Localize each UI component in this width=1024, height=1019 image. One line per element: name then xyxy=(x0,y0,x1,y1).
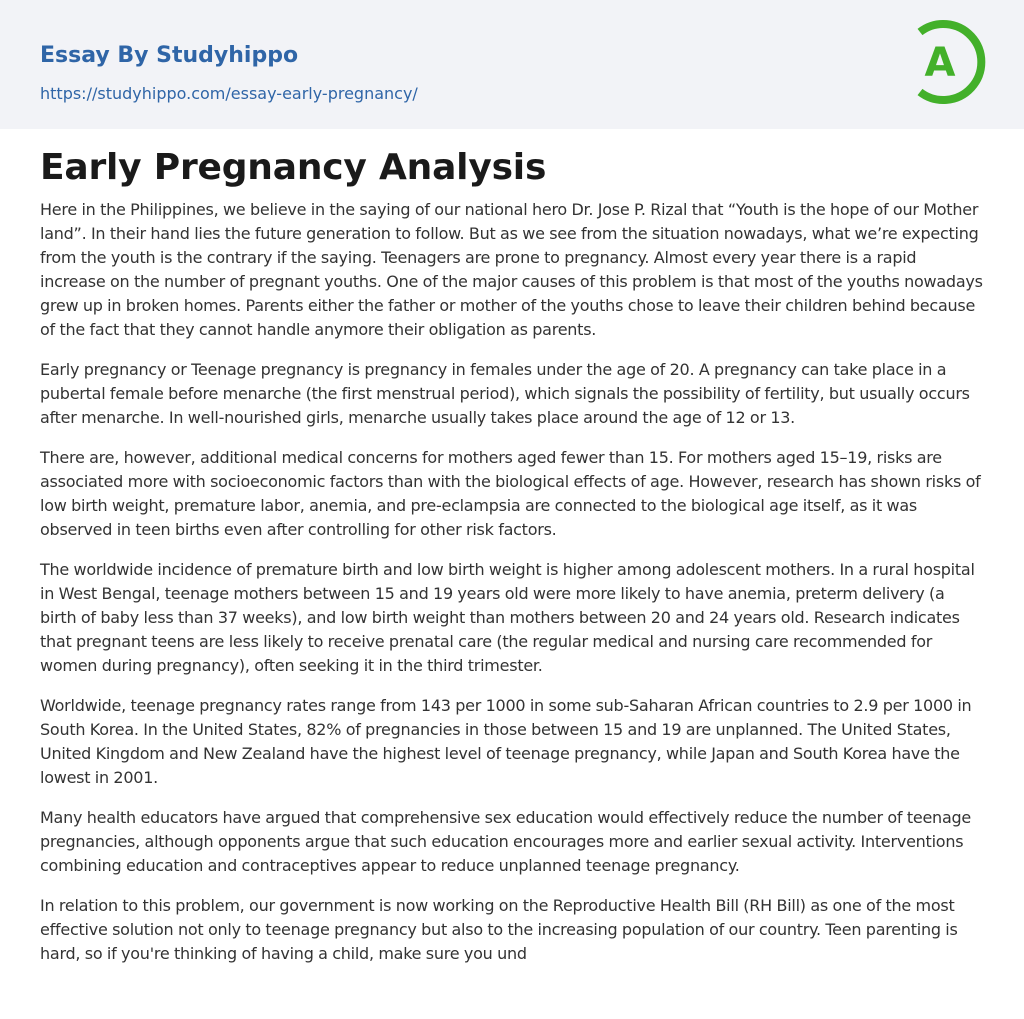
essay-content xyxy=(40,146,984,966)
paragraph-6: Many health educators have argued that comprehensive sex education would effectively reduce the number of teenage pregnancies, although opponents argue that such education encourages more and earlier sexual activity. Interventions combining education and contraceptives appear to reduce unplanned teenage pregnancy. xyxy=(40,808,972,875)
logo-ring-icon xyxy=(898,18,986,106)
paragraph-4: The worldwide incidence of premature birth and low birth weight is higher among adolescent mothers. In a rural hospital in West Bengal, teenage mothers between 15 and 19 years old were more likely to have anemia, preterm delivery (a birth of baby less than 37 weeks), and low birth weight than mothers between 20 and 24 years old. Research indicates that pregnant teens are less likely to receive prenatal care (the regular medical and nursing care recommended for women during pregnancy), often seeking it in the third trimester. xyxy=(40,560,975,675)
site-header xyxy=(0,0,1024,129)
paragraph-7: In relation to this problem, our government is now working on the Reproductive Health Bill (RH Bill) as one of the most effective solution not only to teenage pregnancy but also to the increasing population of our country. Teen parenting is hard, so if you're thinking of having a child, make sure you und xyxy=(40,896,958,963)
studyhippo-logo[interactable] xyxy=(898,18,986,106)
page-title: Early Pregnancy Analysis xyxy=(40,147,547,188)
paragraph-1: Here in the Philippines, we believe in the saying of our national hero Dr. Jose P. Rizal that “Youth is the hope of our Mother land”. In their hand lies the future generation to follow. But as we see from the situation nowadays, what we’re expecting from the youth is the contrary if the saying. Teenagers are prone to pregnancy. Almost every year there is a rapid increase on the number of pregnant youths. One of the major causes of this problem is that most of the youths nowadays grew up in broken homes. Parents either the father or mother of the youths chose to leave their children behind because of the fact that they cannot handle anymore their obligation as parents. xyxy=(40,200,983,339)
paragraph-2: Early pregnancy or Teenage pregnancy is pregnancy in females under the age of 20. A pregnancy can take place in a pubertal female before menarche (the first menstrual period), which signals the possibility of fertility, but usually occurs after menarche. In well-nourished girls, menarche usually takes place around the age of 12 or 13. xyxy=(40,360,970,427)
site-name[interactable]: Essay By Studyhippo xyxy=(40,43,299,68)
essay-url-link[interactable]: https://studyhippo.com/essay-early-pregnancy/ xyxy=(40,84,418,103)
paragraph-3: There are, however, additional medical concerns for mothers aged fewer than 15. For mothers aged 15–19, risks are associated more with socioeconomic factors than with the biological effects of age. However, research has shown risks of low birth weight, premature labor, anemia, and pre-eclampsia are connected to the biological age itself, as it was observed in teen births even after controlling for other risk factors. xyxy=(40,448,981,539)
paragraph-5: Worldwide, teenage pregnancy rates range from 143 per 1000 in some sub-Saharan African countries to 2.9 per 1000 in South Korea. In the United States, 82% of pregnancies in those between 15 and 19 are unplanned. The United States, United Kingdom and New Zealand have the highest level of teenage pregnancy, while Japan and South Korea have the lowest in 2001. xyxy=(40,696,972,787)
logo-letter: A xyxy=(924,40,956,86)
